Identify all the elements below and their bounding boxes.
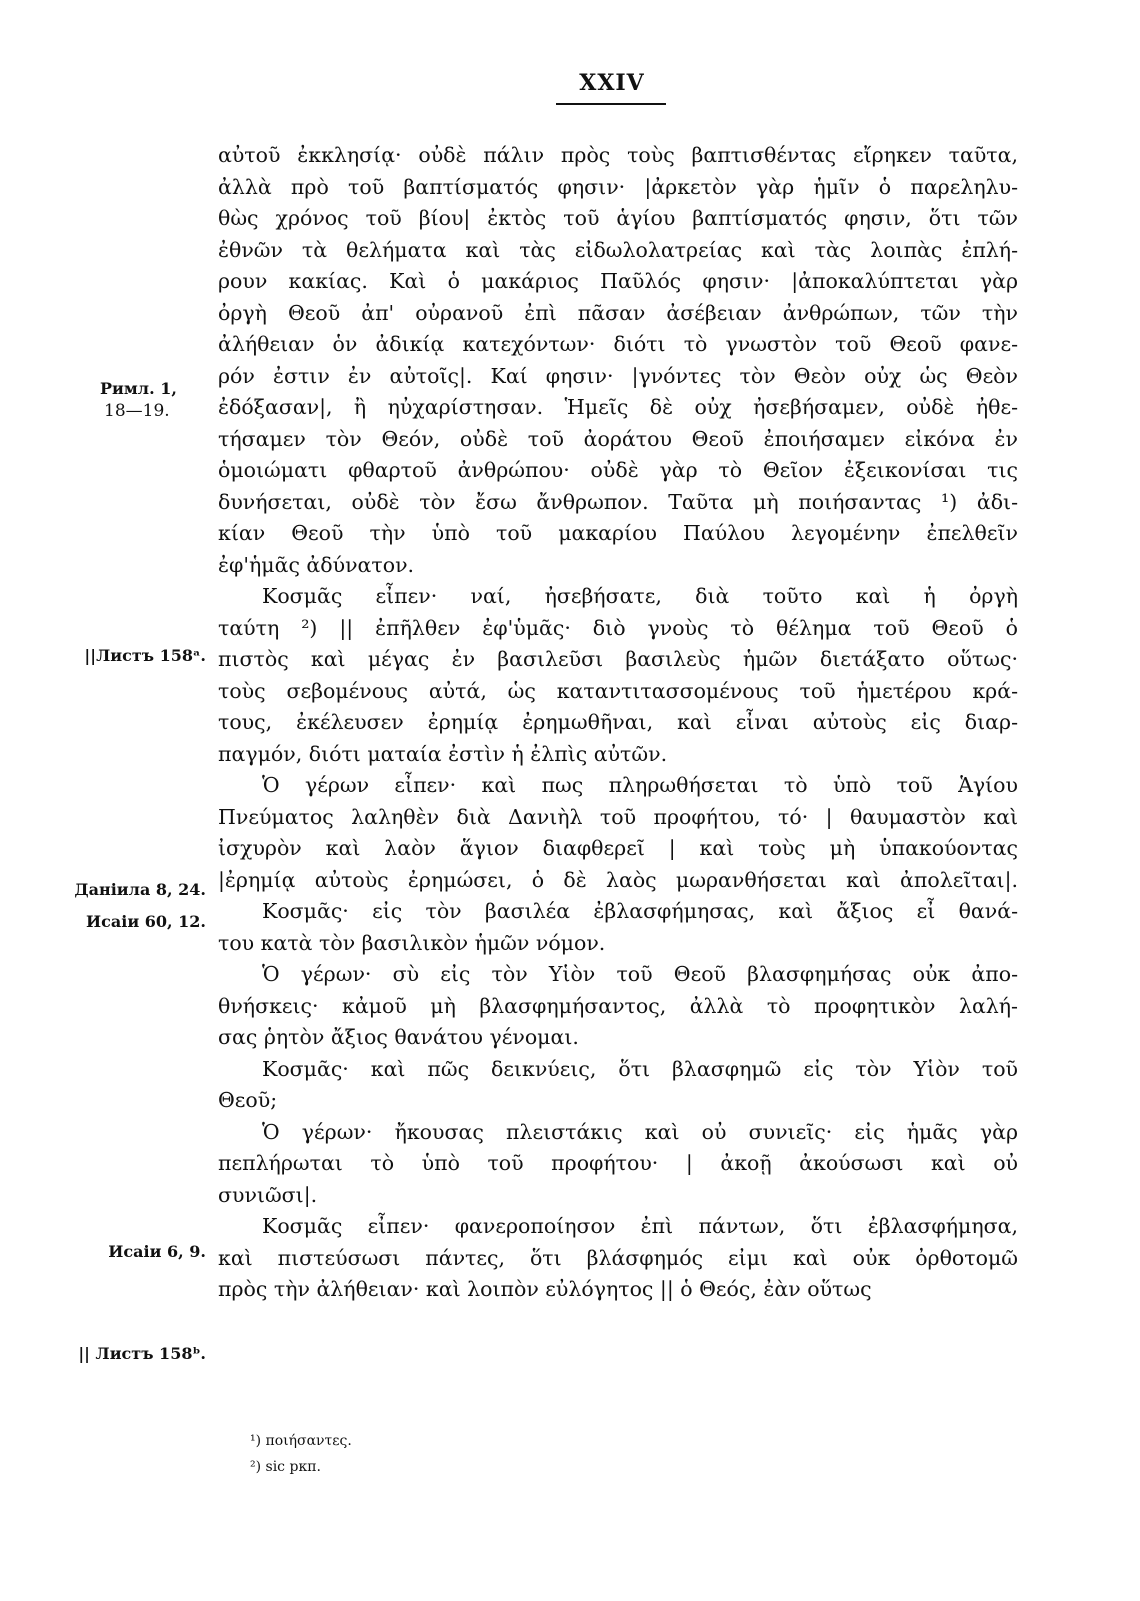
text-line: |ἐρημίᾳ αὐτοὺς ἐρημώσει, ὁ δὲ λαὸς μωρανθήσεται καὶ ἀπολεῖται|.	[218, 867, 1018, 892]
text-line: Πνεύματος λαληθὲν διὰ Δανιὴλ τοῦ προφήτου, τό· | θαυμαστὸν καὶ	[218, 804, 1018, 829]
text-line: Θεοῦ;	[218, 1088, 278, 1112]
margin-note-list-158b: || Листъ 158ᵇ.	[78, 1344, 206, 1363]
text-line: ἀλήθειαν ὁν ἀδικίᾳ κατεχόντων· διότι τὸ γνωστὸν τοῦ Θεοῦ φανε-	[218, 332, 1018, 356]
text-line: Κοσμᾶς· καὶ πῶς δεικνύεις, ὅτι βλασφημῶ εἰς τὸν Υἱὸν τοῦ	[262, 1056, 1018, 1081]
text-line: ἐδόξασαν|, ἢ ηὐχαρίστησαν. Ἡμεῖς δὲ οὐχ ἠσεβήσαμεν, οὐδὲ ἠθε-	[218, 395, 1018, 419]
text-line: θὼς χρόνος τοῦ βίου| ἐκτὸς τοῦ ἁγίου βαπτίσματός φησιν, ὅτι τῶν	[218, 206, 1018, 230]
text-line: παγμόν, διότι ματαία ἐστὶν ἡ ἐλπὶς αὐτῶν.	[218, 741, 668, 766]
margin-note-riml: Римл. 1,	[100, 379, 177, 398]
margin-note-isaii-6: Исаіи 6, 9.	[108, 1242, 206, 1261]
footnotes	[250, 1428, 352, 1480]
text-line: ἐφ'ἡμᾶς ἀδύνατον.	[218, 552, 415, 577]
text-line: τους, ἐκέλευσεν ἐρημίᾳ ἐρημωθῆναι, καὶ εἶναι αὐτοὺς εἰς διαρ-	[218, 710, 1018, 734]
text-line: τήσαμεν τὸν Θεόν, οὐδὲ τοῦ ἀοράτου Θεοῦ ἐποιήσαμεν εἰκόνα ἐν	[218, 426, 1018, 451]
text-line: πεπλήρωται τὸ ὑπὸ τοῦ προφήτου· | ἀκοῇ ἀκούσωσι καὶ οὐ	[218, 1151, 1018, 1175]
text-line: ταύτη ²) || ἐπῆλθεν ἐφ'ὑμᾶς· διὸ γνοὺς τὸ θέλημα τοῦ Θεοῦ ὁ	[218, 615, 1018, 640]
text-line: τοὺς σεβομένους αὐτά, ὡς καταντιτασσομένους τοῦ ἡμετέρου κρά-	[218, 678, 1018, 703]
text-line: Κοσμᾶς εἶπεν· ναί, ἠσεβήσατε, διὰ τοῦτο καὶ ἡ ὀργὴ	[262, 584, 1018, 608]
text-line: ρουν κακίας. Καὶ ὁ μακάριος Παῦλός φησιν· |ἀποκαλύπτεται γὰρ	[218, 269, 1018, 293]
footnote-2: ²) sic ркп.	[250, 1459, 321, 1475]
text-line: συνιῶσι|.	[218, 1182, 318, 1207]
text-line: πιστὸς καὶ μέγας ἐν βασιλεῦσι βασιλεὺς ἡμῶν διετάξατο οὕτως·	[218, 647, 1018, 671]
margin-note-riml-range: 18—19.	[104, 401, 170, 421]
text-line: Ὁ γέρων· σὺ εἰς τὸν Υἱὸν τοῦ Θεοῦ βλασφημήσας οὐκ ἀπο-	[262, 962, 1018, 986]
text-line: Κοσμᾶς· εἰς τὸν βασιλέα ἐβλασφήμησας, καὶ ἄξιος εἶ θανά-	[262, 899, 1018, 923]
text-line: θνήσκεις· κἀμοῦ μὴ βλασφημήσαντος, ἀλλὰ τὸ προφητικὸν λαλή-	[218, 993, 1018, 1018]
text-line: Ὁ γέρων· ἤκουσας πλειστάκις καὶ οὐ συνιεῖς· εἰς ἡμᾶς γὰρ	[262, 1119, 1018, 1144]
text-line: ἰσχυρὸν καὶ λαὸν ἅγιον διαφθερεῖ | καὶ τοὺς μὴ ὑπακούοντας	[218, 836, 1018, 860]
text-line: ρόν ἐστιν ἐν αὐτοῖς|. Καί φησιν· |γνόντες τὸν Θεὸν οὐχ ὡς Θεὸν	[218, 363, 1018, 388]
main-text	[218, 140, 1018, 1306]
text-line: δυνήσεται, οὐδὲ τὸν ἔσω ἄνθρωπον. Ταῦτα μὴ ποιήσαντας ¹) ἀδι-	[218, 489, 1018, 514]
header-rule	[556, 103, 666, 105]
text-line: καὶ πιστεύσωσι πάντες, ὅτι βλάσφημός εἰμι καὶ οὐκ ὀρθοτομῶ	[218, 1245, 1018, 1270]
margin-note-daniil: Даніила 8, 24.	[74, 880, 206, 899]
text-line: ἐθνῶν τὰ θελήματα καὶ τὰς εἰδωλολατρείας καὶ τὰς λοιπὰς ἐπλή-	[218, 237, 1018, 262]
page-number: XXIV	[579, 70, 645, 96]
margin-note-list-158a: ||Листъ 158ᵃ.	[84, 646, 206, 665]
margin-note-isaii-60: Исаіи 60, 12.	[86, 912, 206, 931]
text-line: ἀλλὰ πρὸ τοῦ βαπτίσματός φησιν· |ἀρκετὸν γὰρ ἡμῖν ὁ παρεληλυ-	[218, 174, 1018, 199]
text-line: σας ῥητὸν ἄξιος θανάτου γένομαι.	[218, 1025, 579, 1049]
footnote-1: ¹) ποιήσαντες.	[250, 1433, 352, 1449]
text-line: κίαν Θεοῦ τὴν ὑπὸ τοῦ μακαρίου Παύλου λεγομένην ἐπελθεῖν	[218, 521, 1018, 545]
text-line: αὐτοῦ ἐκκλησίᾳ· οὐδὲ πάλιν πρὸς τοὺς βαπτισθέντας εἴρηκεν ταῦτα,	[218, 143, 1018, 167]
text-line: του κατὰ τὸν βασιλικὸν ἡμῶν νόμον.	[218, 930, 606, 955]
text-line: ὁμοιώματι φθαρτοῦ ἀνθρώπου· οὐδὲ γὰρ τὸ Θεῖον ἐξεικονίσαι τις	[218, 458, 1018, 482]
text-line: Κοσμᾶς εἶπεν· φανεροποίησον ἐπὶ πάντων, ὅτι ἐβλασφήμησα,	[262, 1214, 1018, 1238]
text-line: Ὁ γέρων εἶπεν· καὶ πως πληρωθήσεται τὸ ὑπὸ τοῦ Ἁγίου	[262, 773, 1018, 797]
text-line: ὀργὴ Θεοῦ ἀπ' οὐρανοῦ ἐπὶ πᾶσαν ἀσέβειαν ἀνθρώπων, τῶν τὴν	[218, 300, 1018, 325]
text-line: πρὸς τὴν ἀλήθειαν· καὶ λοιπὸν εὐλόγητος || ὁ Θεός, ἐὰν οὕτως	[218, 1277, 872, 1301]
